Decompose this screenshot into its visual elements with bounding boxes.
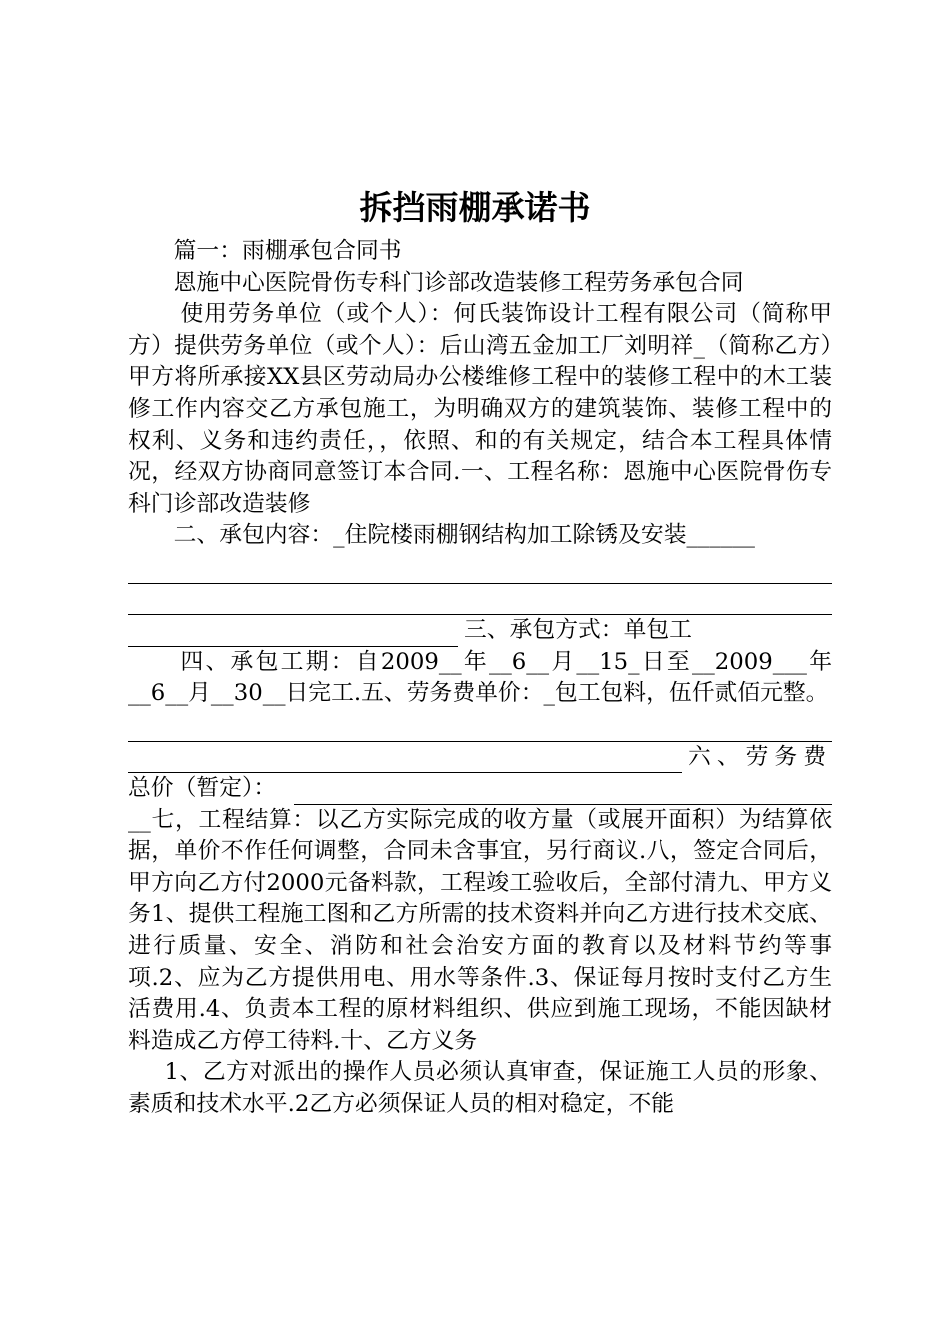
paragraph-total-price-label: 总价（暂定）：	[128, 775, 277, 802]
blank-line	[128, 710, 832, 742]
paragraph-chapter-heading: 篇一：雨棚承包合同书	[173, 238, 402, 264]
document-title: 拆挡雨棚承诺书	[359, 188, 591, 227]
paragraph-scope: 二、承包内容：_住院楼雨棚钢结构加工除锈及安装______	[173, 522, 755, 549]
total-price-row	[128, 773, 832, 805]
paragraph-settlement-duties: __七，工程结算：以乙方实际完成的收方量（或展开面积）为结算依据，单价不作任何调整，合同未含事宜，另行商议.八，签定合同后，甲方向乙方付2000元备料款，工程竣工验收后，全部付清九、甲方义务1、提供工程施工图和乙方所需的技术资料并向乙方进行技术交底、进行质量、安全、消防和社会治安方面的教育以及材料节约等事项.2、应为乙方提供用电、用水等条件.3、保证每月按时支付乙方生活费用.4、负责本工程的原材料组织、供应到施工现场，不能因缺材料造成乙方停工待料.十、乙方义务	[128, 806, 832, 1054]
paragraph-party-b-duties: 1、乙方对派出的操作人员必须认真审查，保证施工人员的形象、素质和技术水平.2乙方必须保证人员的相对稳定，不能	[128, 1059, 832, 1118]
blank-line	[128, 584, 832, 616]
paragraph-schedule-price: 四、承包工期：自2009__年__6__月__15_日至__2009___年__6__月__30__日完工.五、劳务费单价：_包工包料，伍仟贰佰元整。	[128, 648, 832, 707]
paragraph-labor-total-label: 六、劳务费	[688, 743, 832, 770]
document-body	[128, 236, 832, 1121]
paragraph-contract-title: 恩施中心医院骨伤专科门诊部改造装修工程劳务承包合同	[173, 269, 744, 296]
paragraph-contract-method: 三、承包方式：单包工	[464, 617, 692, 644]
labor-total-row	[128, 742, 832, 774]
paragraph-parties: 使用劳务单位（或个人）：何氏装饰设计工程有限公司（简称甲方）提供劳务单位（或个人）：后山湾五金加工厂刘明祥_（简称乙方）甲方将所承接XX县区劳动局办公楼维修工程中的装修工程中的木工装修工作内容交乙方承包施工，为明确双方的建筑装饰、装修工程中的权利、义务和违约责任，，依照、和的有关规定，结合本工程具体情况，经双方协商同意签订本合同.一、工程名称：恩施中心医院骨伤专科门诊部改造装修	[128, 301, 832, 517]
contract-method-row	[128, 615, 832, 647]
blank-line	[128, 552, 832, 584]
